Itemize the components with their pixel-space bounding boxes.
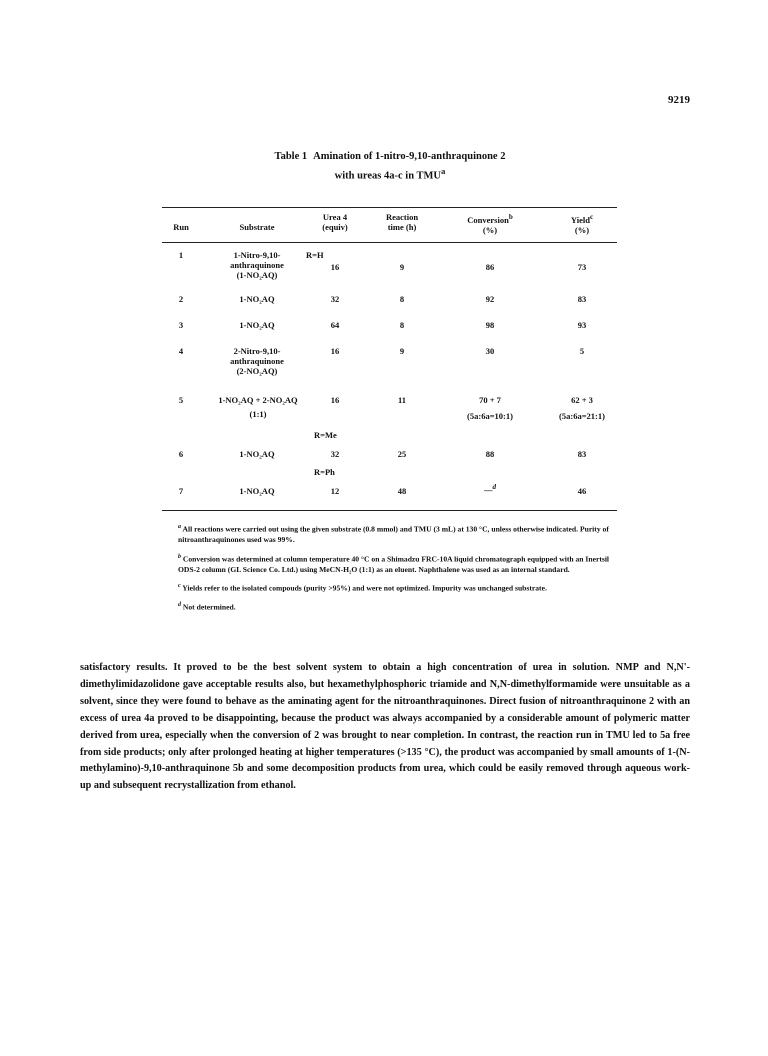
footnote-mark: d (492, 483, 497, 491)
group-label-rh: R=H (306, 250, 324, 260)
table-top-rule (162, 207, 617, 208)
cell-yield: 46 (577, 486, 587, 496)
cell-run: 5 (178, 395, 184, 405)
cell-run: 7 (178, 486, 184, 496)
yield-ratio: (5a:6a=21:1) (559, 411, 605, 421)
cell-substrate: 1-NO₂AQ (239, 320, 275, 330)
table-header-rule (162, 242, 617, 243)
footnote (178, 600, 618, 613)
header-yield-l2: (%) (574, 224, 590, 235)
cell-time: 9 (399, 262, 405, 272)
cell-conversion: 98 (485, 320, 495, 330)
cell-conversion: 92 (485, 294, 495, 304)
header-yield (548, 212, 616, 235)
substrate-line: (2-NO₂AQ) (236, 366, 278, 376)
header-conv-l1: Conversion (467, 214, 509, 225)
conversion-value: 70 + 7 (479, 395, 501, 405)
substrate-line: 1-Nitro-9,10- (233, 250, 281, 260)
header-conversion (452, 212, 528, 235)
header-time (380, 212, 424, 232)
footnote-text: All reactions were carried out using the given substrate (0.8 mmol) and TMU (3 mL) at 130 °C, unless otherwise indicated. Purity of nitroanthraquinones used was 99%. (178, 524, 609, 545)
cell-yield: 83 (577, 294, 587, 304)
footnote (178, 522, 618, 546)
cell-substrate (200, 395, 316, 419)
cell-urea: 12 (330, 486, 340, 496)
footnote-mark: a (441, 166, 446, 176)
conversion-ratio: (5a:6a=10:1) (467, 411, 513, 421)
body-paragraph: satisfactory results. It proved to be the best solvent system to obtain a high concentration of urea in solution. NMP and N,N'-dimethylimidazolidone gave acceptable results also, but hexamethylphosphoric triamide and N,N-dimethylformamide were unsuitable as a solvent, since they were found to behave as the aminating agent for the nitroanthraquinones. Direct fusion of nitroanthraquinone 2 with an excess of urea 4a proved to be disappointing, because the product was always accompanied by a considerable amount of polymeric matter derived from urea, especially when the conversion of 2 was brought to near completion. In contrast, the reaction run in TMU led to 5a free from side products; only after prolonged heating at higher temperatures (>135 °C), the product was accompanied by small amounts of 1-(N-methylamino)-9,10-anthraquinone 5b and some decomposition products from urea, which could be easily removed through aqueous work-up and subsequent recrystallization from ethanol. (80, 662, 690, 792)
footnote-text: Yields refer to the isolated compouds (purity >95%) and were not optimized. Impurity was unchanged substrate. (182, 583, 547, 593)
cell-conversion: 88 (485, 449, 495, 459)
footnote (178, 552, 618, 576)
footnote-mark: b (508, 213, 513, 221)
table-label: Table 1 (274, 151, 308, 162)
cell-yield: 5 (579, 346, 585, 356)
footnote (178, 581, 618, 594)
cell-yield: 73 (577, 262, 587, 272)
cell-urea: 32 (330, 449, 340, 459)
page-number: 9219 (668, 94, 690, 106)
table-title-line2: with ureas 4a-c in TMU (334, 170, 441, 182)
header-substrate: Substrate (239, 222, 275, 232)
cell-time: 8 (399, 294, 405, 304)
table-title-line1: Amination of 1-nitro-9,10-anthraquinone 2 (313, 151, 506, 162)
yield-value: 62 + 3 (571, 395, 593, 405)
footnote-mark: c (589, 213, 594, 221)
header-run: Run (173, 222, 189, 232)
cell-run: 1 (178, 250, 184, 260)
footnote-text: Not determined. (182, 602, 236, 612)
footnote-mark: b (178, 553, 181, 560)
footnote-mark: a (178, 524, 181, 530)
footnote-mark: d (178, 602, 181, 609)
cell-urea: 16 (330, 395, 340, 405)
cell-time: 25 (397, 449, 407, 459)
cell-run: 4 (178, 346, 184, 356)
cell-time: 48 (397, 486, 407, 496)
cell-run: 2 (178, 294, 184, 304)
cell-yield: 93 (577, 320, 587, 330)
group-label-rph: R=Ph (314, 467, 335, 477)
cell-substrate: 1-NO₂AQ (239, 486, 275, 496)
substrate-line: (1-NO₂AQ) (236, 270, 278, 280)
cell-run: 3 (178, 320, 184, 330)
cell-substrate: 1-NO₂AQ (239, 449, 275, 459)
header-urea-l2: (equiv) (322, 222, 348, 232)
conversion-value: — (483, 484, 493, 495)
cell-urea: 32 (330, 294, 340, 304)
header-urea-l1: Urea 4 (322, 212, 348, 222)
footnote-mark: c (178, 583, 181, 590)
cell-urea: 16 (330, 262, 340, 272)
cell-conversion: 86 (485, 262, 495, 272)
substrate-line: 1-NO₂AQ + 2-NO₂AQ (218, 395, 298, 405)
cell-conversion (452, 482, 528, 495)
header-conv-l2: (%) (482, 224, 498, 235)
group-label-rme: R=Me (314, 430, 337, 440)
cell-time: 9 (399, 346, 405, 356)
footnote-text: Conversion was determined at column temperature 40 °C on a Shimadzu FRC-10A liquid chromatograph equipped with an Inertsil ODS-2 column (GL Science Co. Ltd.) using MeCN-H₂O (1:1) as an eluent. Naphthalene was used as an internal standard. (178, 554, 610, 574)
substrate-line: anthraquinone (230, 356, 284, 366)
cell-substrate (214, 346, 300, 376)
header-time-l2: time (h) (387, 222, 417, 232)
cell-substrate: 1-NO₂AQ (239, 294, 275, 304)
cell-yield: 83 (577, 449, 587, 459)
header-urea (312, 212, 358, 232)
header-time-l1: Reaction (385, 212, 419, 222)
substrate-line: anthraquinone (230, 260, 284, 270)
cell-yield (548, 395, 616, 421)
cell-conversion (452, 395, 528, 421)
table-bottom-rule (162, 510, 617, 511)
cell-conversion: 30 (485, 346, 495, 356)
table-caption (150, 150, 630, 184)
cell-urea: 64 (330, 320, 340, 330)
cell-substrate (214, 250, 300, 280)
cell-time: 8 (399, 320, 405, 330)
table-footnotes (178, 522, 618, 619)
header-yield-l1: Yield (570, 214, 590, 225)
cell-run: 6 (178, 449, 184, 459)
cell-time: 11 (397, 395, 407, 405)
cell-urea: 16 (330, 346, 340, 356)
substrate-line: 2-Nitro-9,10- (233, 346, 281, 356)
substrate-line: (1:1) (249, 409, 267, 419)
